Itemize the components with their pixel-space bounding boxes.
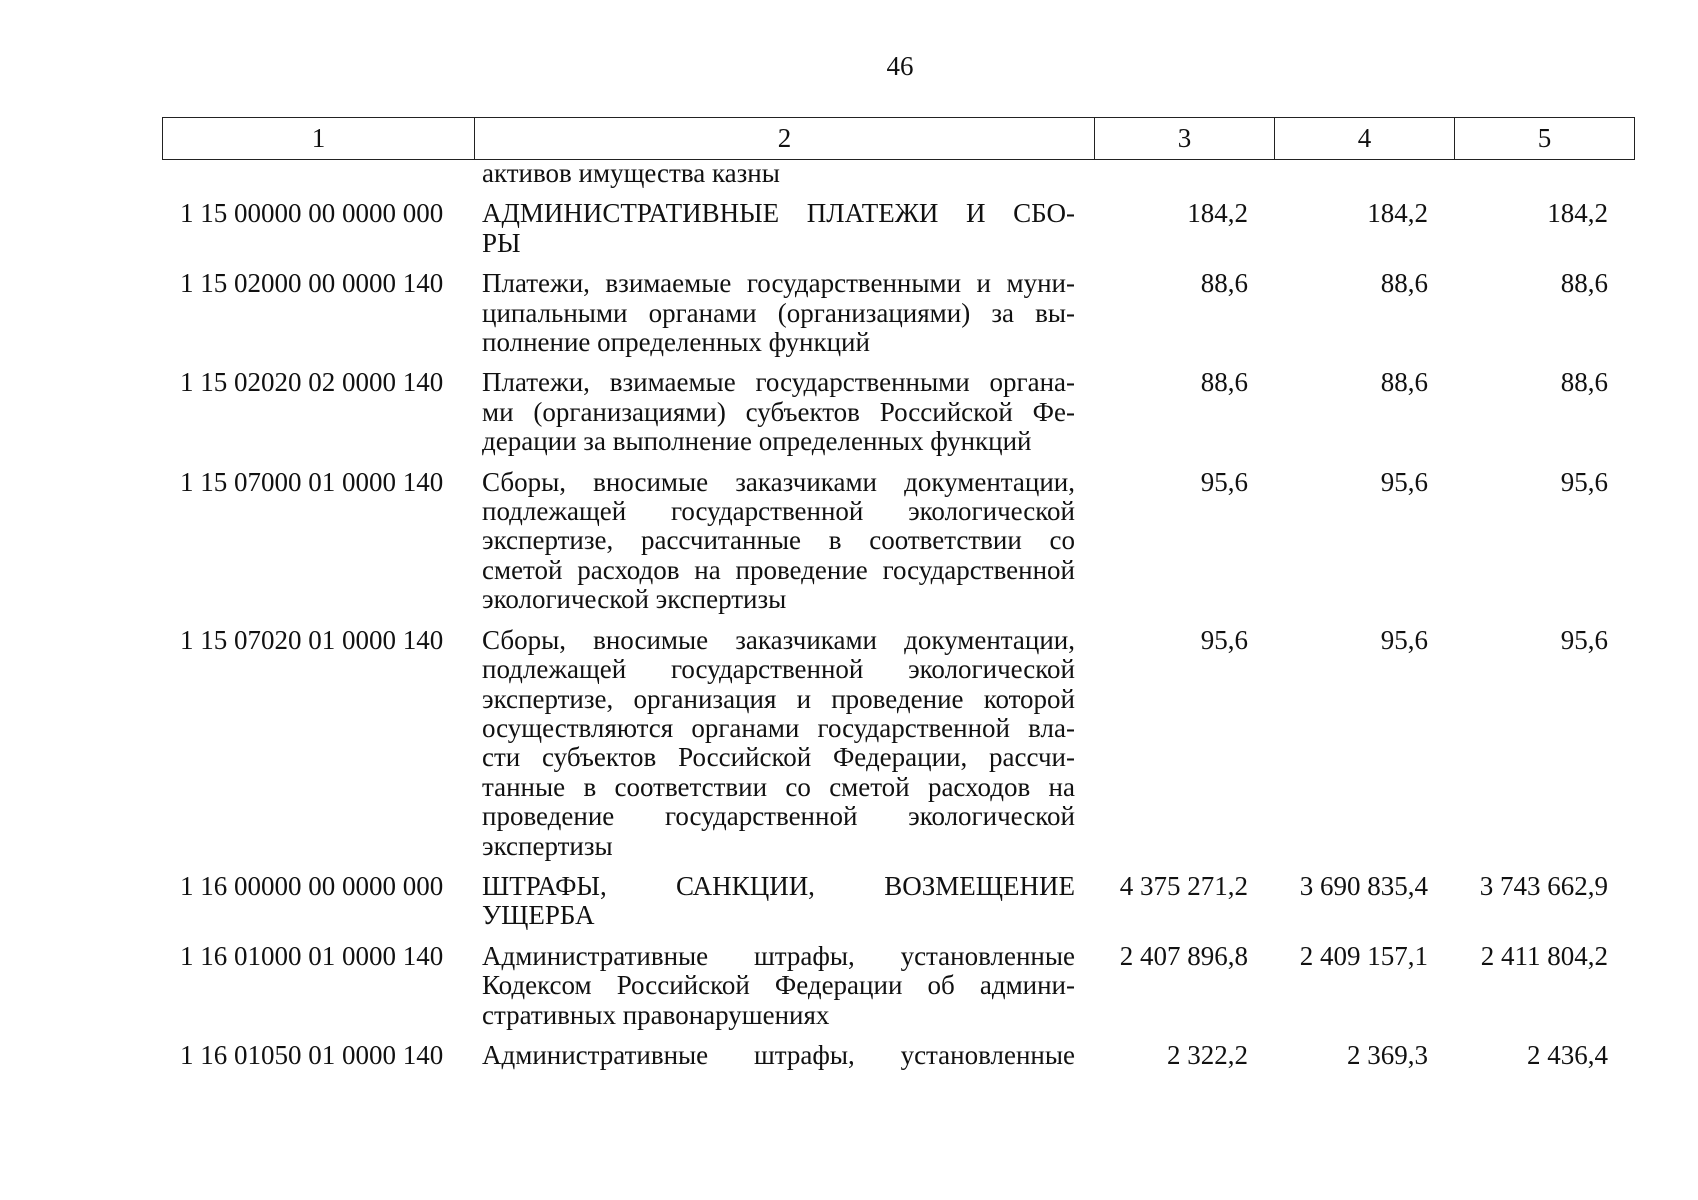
description-line: Кодексом Российской Федерации об админи- [482, 970, 1075, 1001]
table-row [162, 368, 1636, 456]
description-line: подлежащей государственной экологической [482, 654, 1075, 685]
row-description [470, 942, 1078, 1030]
description-line: сти субъектов Российской Федерации, рассчи- [482, 742, 1075, 773]
description-line: ципальными органами (организациями) за вы- [482, 297, 1075, 328]
description-line: проведение государственной экологической [482, 801, 1075, 832]
row-value-4: 184,2 [1367, 198, 1428, 229]
row-value-4: 2 369,3 [1347, 1039, 1428, 1070]
row-value-4: 88,6 [1380, 367, 1428, 398]
row-value-3: 95,6 [1200, 466, 1248, 497]
row-value-3: 184,2 [1187, 198, 1248, 229]
row-code: 1 15 07020 01 0000 140 [180, 624, 444, 655]
row-value-5: 88,6 [1560, 367, 1608, 398]
description-line: экологической экспертизы [482, 584, 787, 615]
row-code: 1 16 00000 00 0000 000 [180, 870, 444, 901]
row-value-4: 95,6 [1380, 624, 1428, 655]
description-line: Административные штрафы, установленные [482, 1039, 1075, 1070]
column-header-4: 4 [1275, 118, 1455, 160]
row-value-5: 184,2 [1547, 198, 1608, 229]
description-line: Платежи, взимаемые государственными органа- [482, 367, 1075, 398]
description-line: ми (организациями) субъектов Российской Фе- [482, 396, 1075, 427]
row-value-3: 88,6 [1200, 268, 1248, 299]
description-line: сметой расходов на проведение государственной [482, 554, 1075, 585]
row-description [470, 368, 1078, 456]
row-value-5: 2 436,4 [1527, 1039, 1608, 1070]
row-value-5: 2 411 804,2 [1480, 940, 1608, 971]
row-value-5: 95,6 [1560, 466, 1608, 497]
row-value-5: 3 743 662,9 [1479, 870, 1608, 901]
row-value-3: 4 375 271,2 [1119, 870, 1248, 901]
row-code: 1 15 00000 00 0000 000 [180, 198, 444, 229]
row-description [470, 626, 1078, 861]
row-description [470, 1041, 1078, 1070]
table-row [162, 942, 1636, 1030]
description-line: ШТРАФЫ, САНКЦИИ, ВОЗМЕЩЕНИЕ [482, 870, 1075, 901]
table-row [162, 269, 1636, 357]
page-number: 46 [886, 51, 914, 81]
table-row [162, 626, 1636, 861]
description-line: Сборы, вносимые заказчиками документации, [482, 466, 1075, 497]
continuation-row [162, 159, 1636, 188]
table-body [162, 159, 1636, 1070]
row-value-3: 2 322,2 [1167, 1039, 1248, 1070]
row-code: 1 15 02020 02 0000 140 [180, 367, 444, 398]
description-line: Платежи, взимаемые государственными и муни- [482, 268, 1075, 299]
column-header-1: 1 [163, 118, 475, 160]
description-line: экспертизе, организация и проведение которой [482, 683, 1075, 714]
description-line: танные в соответствии со сметой расходов на [482, 771, 1075, 802]
description-line: экспертизе, рассчитанные в соответствии со [482, 525, 1075, 556]
description-line: АДМИНИСТРАТИВНЫЕ ПЛАТЕЖИ И СБО- [482, 198, 1075, 229]
row-value-5: 88,6 [1560, 268, 1608, 299]
row-value-4: 3 690 835,4 [1299, 870, 1428, 901]
description-line: дерации за выполнение определенных функций [482, 426, 1032, 457]
table-row [162, 872, 1636, 931]
row-description [470, 872, 1078, 931]
row-value-3: 95,6 [1200, 624, 1248, 655]
description-line: экспертизы [482, 830, 613, 861]
row-code: 1 16 01000 01 0000 140 [180, 940, 444, 971]
column-header-5: 5 [1455, 118, 1635, 160]
row-code: 1 15 02000 00 0000 140 [180, 268, 444, 299]
table-row [162, 199, 1636, 258]
row-value-3: 2 407 896,8 [1119, 940, 1248, 971]
column-header-2: 2 [475, 118, 1095, 160]
row-code: 1 16 01050 01 0000 140 [180, 1039, 444, 1070]
row-value-4: 2 409 157,1 [1299, 940, 1428, 971]
description-line: Административные штрафы, установленные [482, 940, 1075, 971]
row-value-3: 88,6 [1200, 367, 1248, 398]
row-value-4: 88,6 [1380, 268, 1428, 299]
description-line: стративных правонарушениях [482, 999, 830, 1030]
description-line: Сборы, вносимые заказчиками документации, [482, 624, 1075, 655]
header-row [163, 118, 1635, 160]
row-description [470, 269, 1078, 357]
description-line: полнение определенных функций [482, 327, 870, 358]
description-line: УЩЕРБА [482, 900, 595, 931]
row-description [470, 468, 1078, 615]
table-row [162, 468, 1636, 615]
row-value-4: 95,6 [1380, 466, 1428, 497]
description-line: подлежащей государственной экологической [482, 496, 1075, 527]
description-line: осуществляются органами государственной вла- [482, 712, 1075, 743]
column-header-3: 3 [1095, 118, 1275, 160]
description-line: РЫ [482, 227, 521, 258]
table-header [162, 117, 1635, 160]
row-code: 1 15 07000 01 0000 140 [180, 466, 444, 497]
row-description [470, 159, 1078, 188]
description-line: активов имущества казны [482, 158, 780, 188]
table-row [162, 1041, 1636, 1070]
row-description [470, 199, 1078, 258]
row-value-5: 95,6 [1560, 624, 1608, 655]
